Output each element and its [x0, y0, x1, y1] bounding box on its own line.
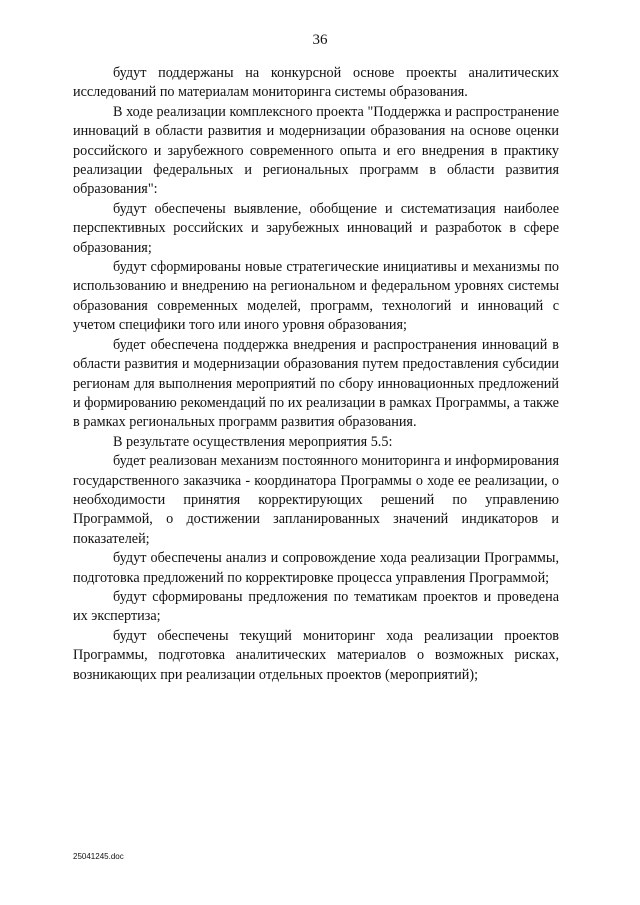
document-body	[73, 64, 559, 685]
paragraph: будут обеспечены текущий мониторинг хода реализации проектов Программы, подготовка аналитических материалов о возможных рисках, возникающих при реализации отдельных проектов (мероприятий);	[73, 627, 559, 683]
page-number: 36	[312, 32, 328, 48]
paragraph: будут обеспечены выявление, обобщение и систематизация наиболее перспективных российских и зарубежных инноваций и разработок в сфере образования;	[73, 200, 559, 256]
file-name-footer: 25041245.doc	[73, 852, 124, 861]
paragraph: В результате осуществления мероприятия 5.5:	[113, 433, 393, 450]
paragraph: В ходе реализации комплексного проекта "Поддержка и распространение инноваций в области развития и модернизации образования на основе оценки российского и зарубежного современного опыта и его внедрения в практику реализации федеральных и региональных программ в области развития образования":	[73, 103, 559, 198]
paragraph: будут обеспечены анализ и сопровождение хода реализации Программы, подготовка предложений по корректировке процесса управления Программой;	[73, 550, 559, 586]
paragraph: будут сформированы новые стратегические инициативы и механизмы по использованию и внедрению на региональном и федеральном уровнях системы образования современных моделей, программ, технологий и инноваций с учетом специфики того или иного уровня образования;	[73, 259, 559, 334]
paragraph: будут поддержаны на конкурсной основе проекты аналитических исследований по материалам мониторинга системы образования.	[73, 65, 559, 101]
paragraph: будет реализован механизм постоянного мониторинга и информирования государственного заказчика - координатора Программы о ходе ее реализации, о необходимости принятия корректирующих решений по управлению Программой, о достижении запланированных значений индикаторов и показателей;	[73, 453, 559, 547]
paragraph: будет обеспечена поддержка внедрения и распространения инноваций в области развития и модернизации образования путем предоставления субсидии регионам для выполнения мероприятий по сбору инновационных предложений и формированию рекомендаций по их реализации в рамках Программы, а также в рамках региональных программ развития образования.	[73, 336, 559, 431]
paragraph: будут сформированы предложения по тематикам проектов и проведена их экспертиза;	[73, 588, 559, 625]
